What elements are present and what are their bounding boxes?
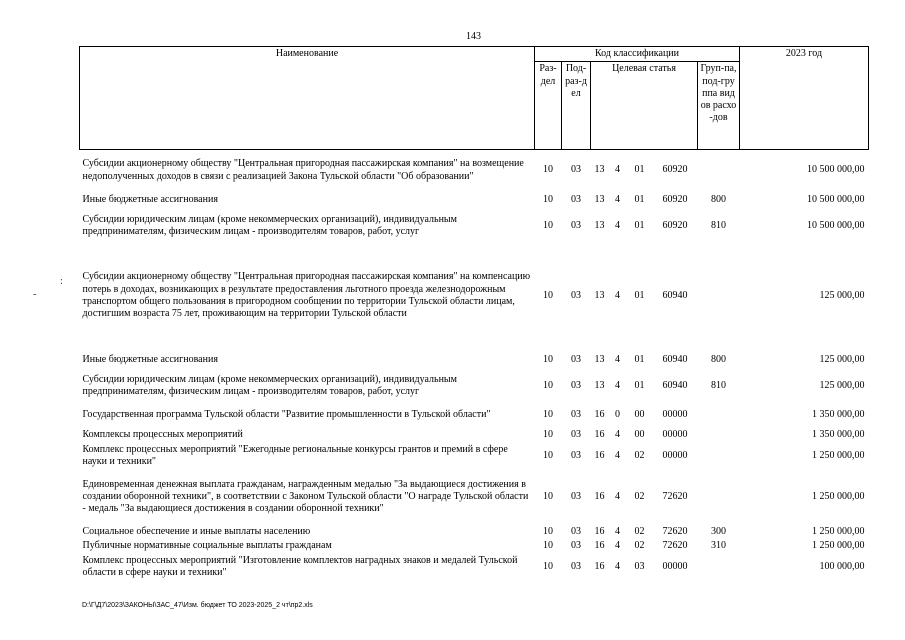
table-row xyxy=(80,210,869,242)
target-type-cell: 4 xyxy=(615,491,620,503)
target-subprogram-cell: 01 xyxy=(634,164,645,176)
target-subprogram-cell: 02 xyxy=(634,539,645,551)
file-path-footer: D:\Г\Д7\2023\ЗАКОНЫ\ЗАС_47\Изм. бюджет ТО 2023-2025_2 чт\пр2.xls xyxy=(82,602,313,609)
target-subprogram-cell: 01 xyxy=(634,379,645,391)
target-type-cell: 0 xyxy=(615,408,620,420)
budget-table xyxy=(79,46,869,581)
target-program-cell: 13 xyxy=(594,289,605,301)
razdel-cell: 10 xyxy=(543,491,553,503)
header-target: Целевая статья xyxy=(591,62,698,150)
target-direction-cell: 60940 xyxy=(662,353,688,365)
razdel-cell: 10 xyxy=(543,219,553,231)
name: Иные бюджетные ассигнования xyxy=(82,353,218,365)
name: Субсидии юридическим лицам (кроме некоммерческих организаций), индивидуальным предпринимателям, физическим лицам - производителям товаров, работ, услуг xyxy=(82,213,457,237)
table-row xyxy=(80,539,869,553)
target-type-cell: 4 xyxy=(615,428,620,440)
razdel-cell: 10 xyxy=(543,194,553,206)
header-code: Код классификации xyxy=(535,47,740,62)
expense-group-cell: 800 xyxy=(711,353,726,365)
target-subprogram-cell: 01 xyxy=(634,219,645,231)
table-body xyxy=(80,150,869,581)
podrazdel-cell: 03 xyxy=(571,194,581,206)
razdel-cell: 10 xyxy=(543,428,553,440)
podrazdel-cell: 03 xyxy=(571,491,581,503)
razdel-cell: 10 xyxy=(543,560,553,572)
amount-cell: 10 500 000,00 xyxy=(807,164,865,176)
table-row xyxy=(80,191,869,210)
target-program-cell: 16 xyxy=(594,408,605,420)
table-row xyxy=(80,370,869,402)
target-direction-cell: 00000 xyxy=(662,408,688,420)
amount-cell: 10 500 000,00 xyxy=(807,219,865,231)
name: Комплексы процессных мероприятий xyxy=(82,428,243,440)
target-direction-cell: 00000 xyxy=(662,449,688,461)
target-direction-cell: 60920 xyxy=(662,219,688,231)
target-subprogram-cell: 01 xyxy=(634,194,645,206)
table-row xyxy=(80,150,869,191)
expense-group-cell: 810 xyxy=(711,379,726,391)
expense-group-cell xyxy=(698,470,740,525)
target-program-cell: 16 xyxy=(594,539,605,551)
name: Публичные нормативные социальные выплаты гражданам xyxy=(82,539,332,551)
podrazdel-cell: 03 xyxy=(571,289,581,301)
expense-group-cell: 810 xyxy=(711,219,726,231)
target-type-cell: 4 xyxy=(615,560,620,572)
table-row xyxy=(80,242,869,350)
target-direction-cell: 60920 xyxy=(662,164,688,176)
target-type-cell: 4 xyxy=(615,525,620,537)
podrazdel-cell: 03 xyxy=(571,353,581,365)
razdel-cell: 10 xyxy=(543,525,553,537)
table-row xyxy=(80,428,869,442)
amount-cell: 1 250 000,00 xyxy=(812,525,865,537)
target-type-cell: 4 xyxy=(615,539,620,551)
target-program-cell: 16 xyxy=(594,449,605,461)
header-podrazdel: Под-раз-дел xyxy=(562,62,591,150)
expense-group-cell xyxy=(698,242,740,350)
target-program-cell: 13 xyxy=(594,219,605,231)
target-subprogram-cell: 00 xyxy=(634,408,645,420)
name: Комплекс процессных мероприятий "Ежегодные региональные конкурсы грантов и премий в сфере науки и техники" xyxy=(82,443,508,467)
target-type-cell: 4 xyxy=(615,164,620,176)
podrazdel-cell: 03 xyxy=(571,539,581,551)
target-direction-cell: 72620 xyxy=(662,525,688,537)
amount-cell: 1 350 000,00 xyxy=(812,428,865,440)
podrazdel-cell: 03 xyxy=(571,428,581,440)
amount-cell: 10 500 000,00 xyxy=(807,194,865,206)
header-group: Груп-па, под-группа видов расхо-дов xyxy=(698,62,740,150)
name: Субсидии акционерному обществу "Центральная пригородная пассажирская компания" на возмещение недополученных доходов в связи с реализацией Закона Тульской области "Об образовании" xyxy=(82,158,524,182)
razdel-cell: 10 xyxy=(543,408,553,420)
target-direction-cell: 72620 xyxy=(662,539,688,551)
amount-cell: 125 000,00 xyxy=(819,353,865,365)
table-row xyxy=(80,350,869,370)
expense-group-cell xyxy=(698,442,740,470)
podrazdel-cell: 03 xyxy=(571,164,581,176)
target-type-cell: 4 xyxy=(615,219,620,231)
header-razdel: Раз-дел xyxy=(535,62,562,150)
podrazdel-cell: 03 xyxy=(571,560,581,572)
expense-group-cell: 310 xyxy=(711,539,726,551)
target-program-cell: 16 xyxy=(594,428,605,440)
razdel-cell: 10 xyxy=(543,289,553,301)
margin-mark: - xyxy=(33,289,37,300)
target-type-cell: 4 xyxy=(615,379,620,391)
target-type-cell: 4 xyxy=(615,289,620,301)
razdel-cell: 10 xyxy=(543,449,553,461)
amount-cell: 1 350 000,00 xyxy=(812,408,865,420)
target-subprogram-cell: 02 xyxy=(634,491,645,503)
amount-cell: 125 000,00 xyxy=(819,379,865,391)
target-program-cell: 13 xyxy=(594,164,605,176)
name: Социальное обеспечение и иные выплаты населению xyxy=(82,525,311,537)
table-row xyxy=(80,553,869,581)
target-program-cell: 13 xyxy=(594,379,605,391)
target-program-cell: 16 xyxy=(594,491,605,503)
podrazdel-cell: 03 xyxy=(571,379,581,391)
margin-mark: : xyxy=(60,276,63,287)
table-row xyxy=(80,402,869,428)
amount-cell: 1 250 000,00 xyxy=(812,491,865,503)
expense-group-cell xyxy=(698,402,740,428)
target-direction-cell: 60940 xyxy=(662,379,688,391)
expense-group-cell: 300 xyxy=(711,525,726,537)
amount-cell: 1 250 000,00 xyxy=(812,449,865,461)
target-subprogram-cell: 02 xyxy=(634,449,645,461)
target-program-cell: 13 xyxy=(594,194,605,206)
podrazdel-cell: 03 xyxy=(571,219,581,231)
name: Субсидии юридическим лицам (кроме некоммерческих организаций), индивидуальным предпринимателям, физическим лицам - производителям товаров, работ, услуг xyxy=(82,373,457,397)
target-type-cell: 4 xyxy=(615,449,620,461)
podrazdel-cell: 03 xyxy=(571,525,581,537)
header-year: 2023 год xyxy=(740,47,869,150)
expense-group-cell xyxy=(698,150,740,191)
target-subprogram-cell: 03 xyxy=(634,560,645,572)
target-direction-cell: 00000 xyxy=(662,428,688,440)
expense-group-cell xyxy=(698,553,740,581)
podrazdel-cell: 03 xyxy=(571,449,581,461)
name: Субсидии акционерному обществу "Центральная пригородная пассажирская компания" на компенсацию потерь в доходах, возникающих в результате предоставления льготного проезда железнодорожным транспортом общего пользования в пригородном сообщении по территории Тульской области лицам, достигшим возраста 75 лет, проживающим на территории Тульской области xyxy=(82,271,531,320)
target-subprogram-cell: 01 xyxy=(634,353,645,365)
expense-group-cell xyxy=(698,428,740,442)
target-program-cell: 13 xyxy=(594,353,605,365)
table-row xyxy=(80,470,869,525)
target-subprogram-cell: 00 xyxy=(634,428,645,440)
target-type-cell: 4 xyxy=(615,194,620,206)
table-row xyxy=(80,525,869,539)
target-subprogram-cell: 01 xyxy=(634,289,645,301)
razdel-cell: 10 xyxy=(543,539,553,551)
target-subprogram-cell: 02 xyxy=(634,525,645,537)
name: Комплекс процессных мероприятий "Изготовление комплектов наградных знаков и медалей Тульской области в сфере науки и техники" xyxy=(82,554,518,578)
target-direction-cell: 72620 xyxy=(662,491,688,503)
razdel-cell: 10 xyxy=(543,379,553,391)
header-name: Наименование xyxy=(80,47,535,150)
name: Иные бюджетные ассигнования xyxy=(82,194,218,206)
amount-cell: 125 000,00 xyxy=(819,289,865,301)
name: Единовременная денежная выплата гражданам, награжденным медалью "За выдающиеся достижения в создании оборонной техники", в соответствии с Законом Тульской области "О награде Тульской области - медаль "За выдающиеся достижения в создании оборонной техники" xyxy=(82,478,529,515)
target-program-cell: 16 xyxy=(594,525,605,537)
name: Государственная программа Тульской области "Развитие промышленности в Тульской области" xyxy=(82,408,491,420)
podrazdel-cell: 03 xyxy=(571,408,581,420)
target-direction-cell: 00000 xyxy=(662,560,688,572)
target-direction-cell: 60920 xyxy=(662,194,688,206)
header-row-1 xyxy=(80,47,869,62)
page-number: 143 xyxy=(466,31,481,42)
table-row xyxy=(80,442,869,470)
target-direction-cell: 60940 xyxy=(662,289,688,301)
expense-group-cell: 800 xyxy=(711,194,726,206)
razdel-cell: 10 xyxy=(543,353,553,365)
amount-cell: 1 250 000,00 xyxy=(812,539,865,551)
amount-cell: 100 000,00 xyxy=(819,560,865,572)
target-type-cell: 4 xyxy=(615,353,620,365)
target-program-cell: 16 xyxy=(594,560,605,572)
razdel-cell: 10 xyxy=(543,164,553,176)
